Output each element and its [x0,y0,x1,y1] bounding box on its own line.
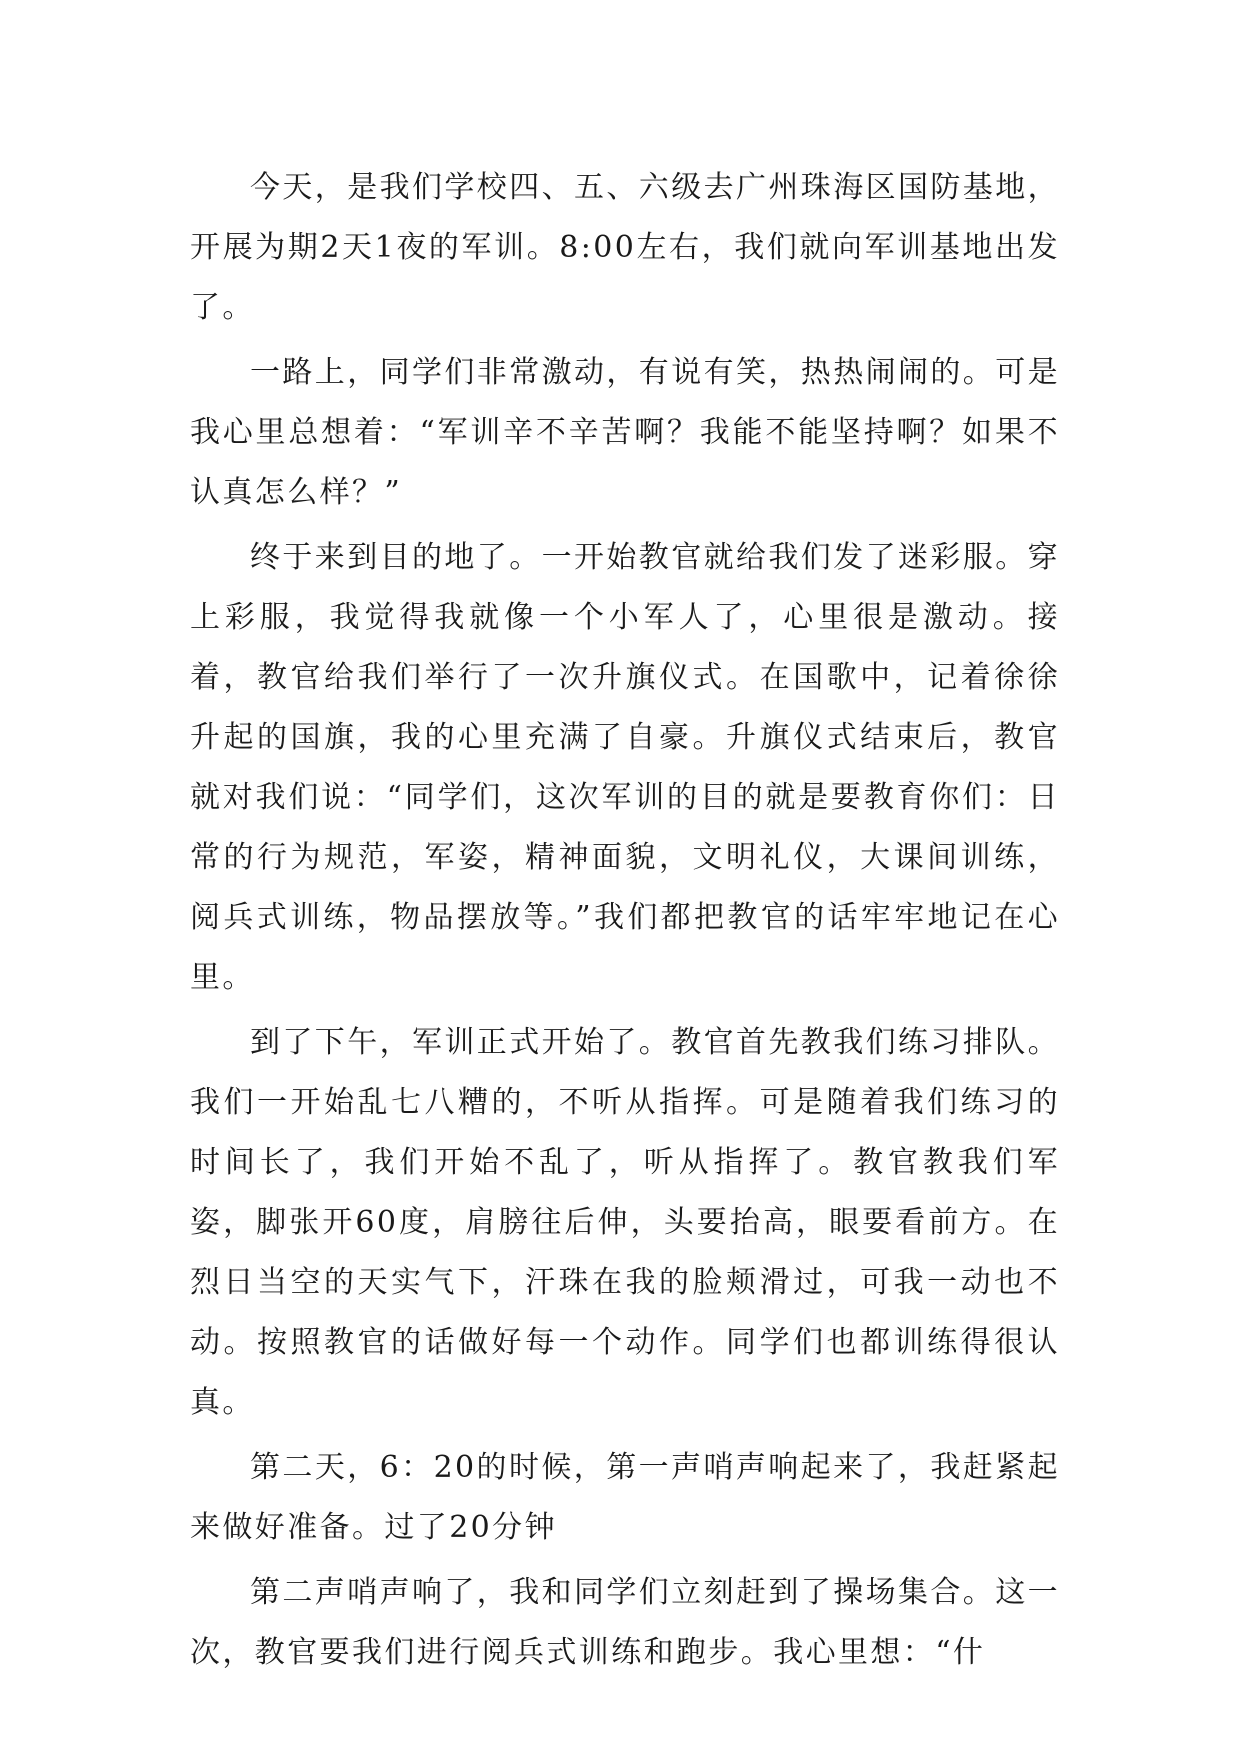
paragraph-3: 终于来到目的地了。一开始教官就给我们发了迷彩服。穿上彩服，我觉得我就像一个小军人了，心里很是激动。接着，教官给我们举行了一次升旗仪式。在国歌中，记着徐徐升起的国旗，我的心里充满了自豪。升旗仪式结束后，教官就对我们说：“同学们，这次军训的目的就是要教育你们：日常的行为规范，军姿，精神面貌，文明礼仪，大课间训练，阅兵式训练，物品摆放等。”我们都把教官的话牢牢地记在心里。 [190,540,1060,995]
paragraph-6: 第二声哨声响了，我和同学们立刻赶到了操场集合。这一次，教官要我们进行阅兵式训练和跑步。我心里想：“什 [190,1575,1060,1670]
paragraph-5: 第二天，6：20的时候，第一声哨声响起来了，我赶紧起来做好准备。过了20分钟 [190,1450,1060,1545]
document-body [190,158,1060,1688]
paragraph-4: 到了下午，军训正式开始了。教官首先教我们练习排队。我们一开始乱七八糟的，不听从指挥。可是随着我们练习的时间长了，我们开始不乱了，听从指挥了。教官教我们军姿，脚张开60度，肩膀往后伸，头要抬高，眼要看前方。在烈日当空的天实气下，汗珠在我的脸颊滑过，可我一动也不动。按照教官的话做好每一个动作。同学们也都训练得很认真。 [190,1025,1060,1420]
paragraph-2: 一路上，同学们非常激动，有说有笑，热热闹闹的。可是我心里总想着：“军训辛不辛苦啊？我能不能坚持啊？如果不认真怎么样？” [190,355,1060,510]
paragraph-1: 今天，是我们学校四、五、六级去广州珠海区国防基地，开展为期2天1夜的军训。8:00左右，我们就向军训基地出发了。 [190,170,1060,325]
